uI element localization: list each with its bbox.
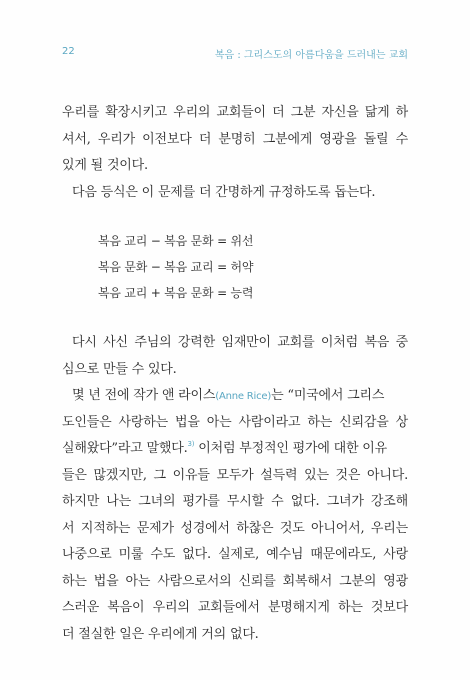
text-line: 다시 사신 주님의 강력한 임재만이 교회를 이처럼 복음 중 [72,335,408,350]
text-line: 우리를 확장시키고 우리의 교회들이 더 그분 자신을 닮게 하 [62,105,408,120]
text-line: 하는 법을 아는 사람으로서의 신뢰를 회복해서 그분의 영광 [62,573,408,589]
running-head [62,46,408,62]
equation-list [62,228,408,306]
paragraph-4 [62,383,408,648]
page-number: 22 [62,46,75,57]
paragraph-3 [62,330,408,383]
text-line: 다음 등식은 이 문제를 더 간명하게 규정하도록 돕는다. [72,184,376,200]
text-segment: 실해왔다”라고 말했다. [62,441,188,456]
equation-hypocrisy: 복음 교리 − 복음 문화 = 위선 [98,234,254,248]
paragraph-2 [62,180,408,207]
text-line: 나중으로 미룰 수도 없다. 실제로, 예수님 때문에라도, 사랑 [62,547,408,562]
text-line [62,436,408,463]
footnote-reference[interactable]: 3) [187,440,195,448]
text-segment: 이처럼 부정적인 평가에 대한 이유 [194,441,388,456]
text-line: 더 절실한 일은 우리에게 거의 없다. [62,626,259,642]
paragraph-1 [62,100,408,180]
text-line: 있게 될 것이다. [62,158,148,173]
text-line [62,383,408,410]
text-line: 서 지적하는 문제가 성경에서 하찮은 것도 아니어서, 우리는 [62,520,408,536]
equation-power: 복음 교리 + 복음 문화 = 능력 [98,286,254,300]
text-line: 하지만 나는 그녀의 평가를 무시할 수 없다. 그녀가 강조해 [62,494,408,509]
latin-name: (Anne Rice) [215,391,272,402]
text-line: 스러운 복음이 우리의 교회들에서 분명해지게 하는 것보다 [62,600,408,615]
text-line: 심으로 만들 수 있다. [62,361,177,377]
running-head-title: 복음 : 그리스도의 아름다움을 드러내는 교회 [214,50,408,61]
text-line: 셔서, 우리가 이전보다 더 분명히 그분에게 영광을 돌릴 수 [62,131,408,147]
text-segment: 는 “미국에서 그리스 [271,388,385,403]
text-segment: 몇 년 전에 작가 앤 라이스 [72,388,216,403]
equation-weakness: 복음 문화 − 복음 교리 = 허약 [98,260,254,274]
body-text [62,100,408,648]
text-line: 들은 많겠지만, 그 이유들 모두가 설득력 있는 것은 아니다. [62,467,408,483]
text-line: 도인들은 사랑하는 법을 아는 사람이라고 하는 신뢰감을 상 [62,414,408,430]
